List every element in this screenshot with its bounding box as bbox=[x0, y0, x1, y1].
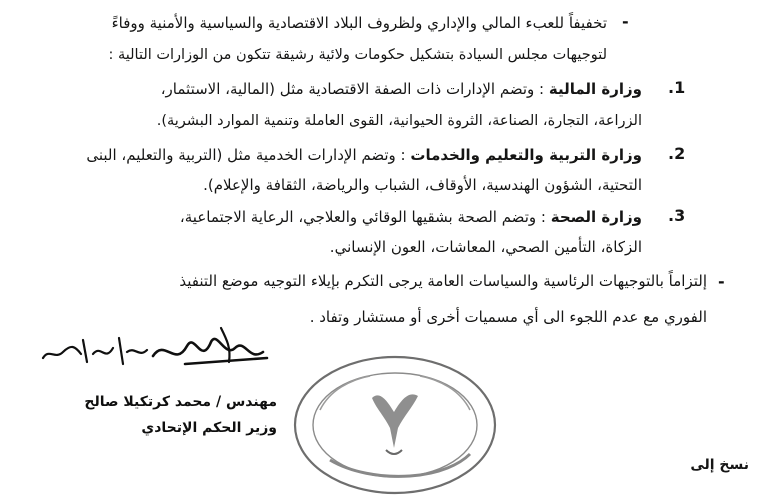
item-2-title: وزارة التربية والتعليم والخدمات bbox=[410, 146, 642, 164]
footer-copies-to: نسخ إلى bbox=[690, 457, 749, 473]
final-line-1: إلتزاماً بالتوجيهات الرئاسية والسياسات العامة يرجى التكرم بإيلاء التوجيه موضع التنفيذ bbox=[179, 272, 707, 290]
bullet-dash: - bbox=[622, 12, 629, 31]
item-3-number: .3 bbox=[668, 206, 686, 225]
signatory-name: مهندس / محمد كرتكيلا صالح bbox=[84, 394, 277, 410]
item-1-description: : وتضم الإدارات ذات الصفة الاقتصادية مثل (المالية، الاستثمار، bbox=[160, 80, 545, 98]
item-1-line-2: الزراعة، التجارة، الصناعة، الثروة الحيوانية، القوى العاملة وتنمية الموارد البشرية). bbox=[156, 113, 642, 129]
item-2-description: : وتضم الإدارات الخدمية مثل (التربية والتعليم، البنى bbox=[86, 146, 406, 164]
item-2-line-1 bbox=[86, 146, 642, 164]
signatory-title: وزير الحكم الإتحادي bbox=[141, 420, 277, 436]
bullet-dash-final: - bbox=[718, 272, 725, 291]
item-3-description: : وتضم الصحة بشقيها الوقائي والعلاجي، الرعاية الاجتماعية، bbox=[179, 208, 546, 226]
handwritten-signature bbox=[35, 318, 285, 378]
intro-line-1: تخفيفاً للعبء المالي والإداري ولظروف البلاد الاقتصادية والسياسية والأمنية ووفاءً bbox=[111, 14, 607, 32]
item-1-number: .1 bbox=[668, 78, 686, 97]
item-1-line-1 bbox=[161, 80, 642, 98]
item-1-title: وزارة المالية bbox=[548, 80, 642, 98]
official-stamp-seal bbox=[290, 350, 500, 500]
signature-block bbox=[84, 394, 277, 436]
item-3-line-2: الزكاة، التأمين الصحي، المعاشات، العون الإنساني. bbox=[329, 238, 642, 256]
final-line-2: الفوري مع عدم اللجوء الى أي مسميات أخرى أو مستشار وتفاد . bbox=[309, 308, 707, 326]
item-3-line-1 bbox=[180, 208, 642, 226]
item-2-number: .2 bbox=[668, 144, 686, 163]
item-3-title: وزارة الصحة bbox=[550, 208, 642, 226]
intro-line-2: لتوجيهات مجلس السيادة بتشكيل حكومات ولائية رشيقة تتكون من الوزارات التالية : bbox=[108, 47, 607, 63]
item-2-line-2: التحتية، الشؤون الهندسية، الأوقاف، الشباب والرياضة، الثقافة والإعلام). bbox=[203, 176, 642, 194]
